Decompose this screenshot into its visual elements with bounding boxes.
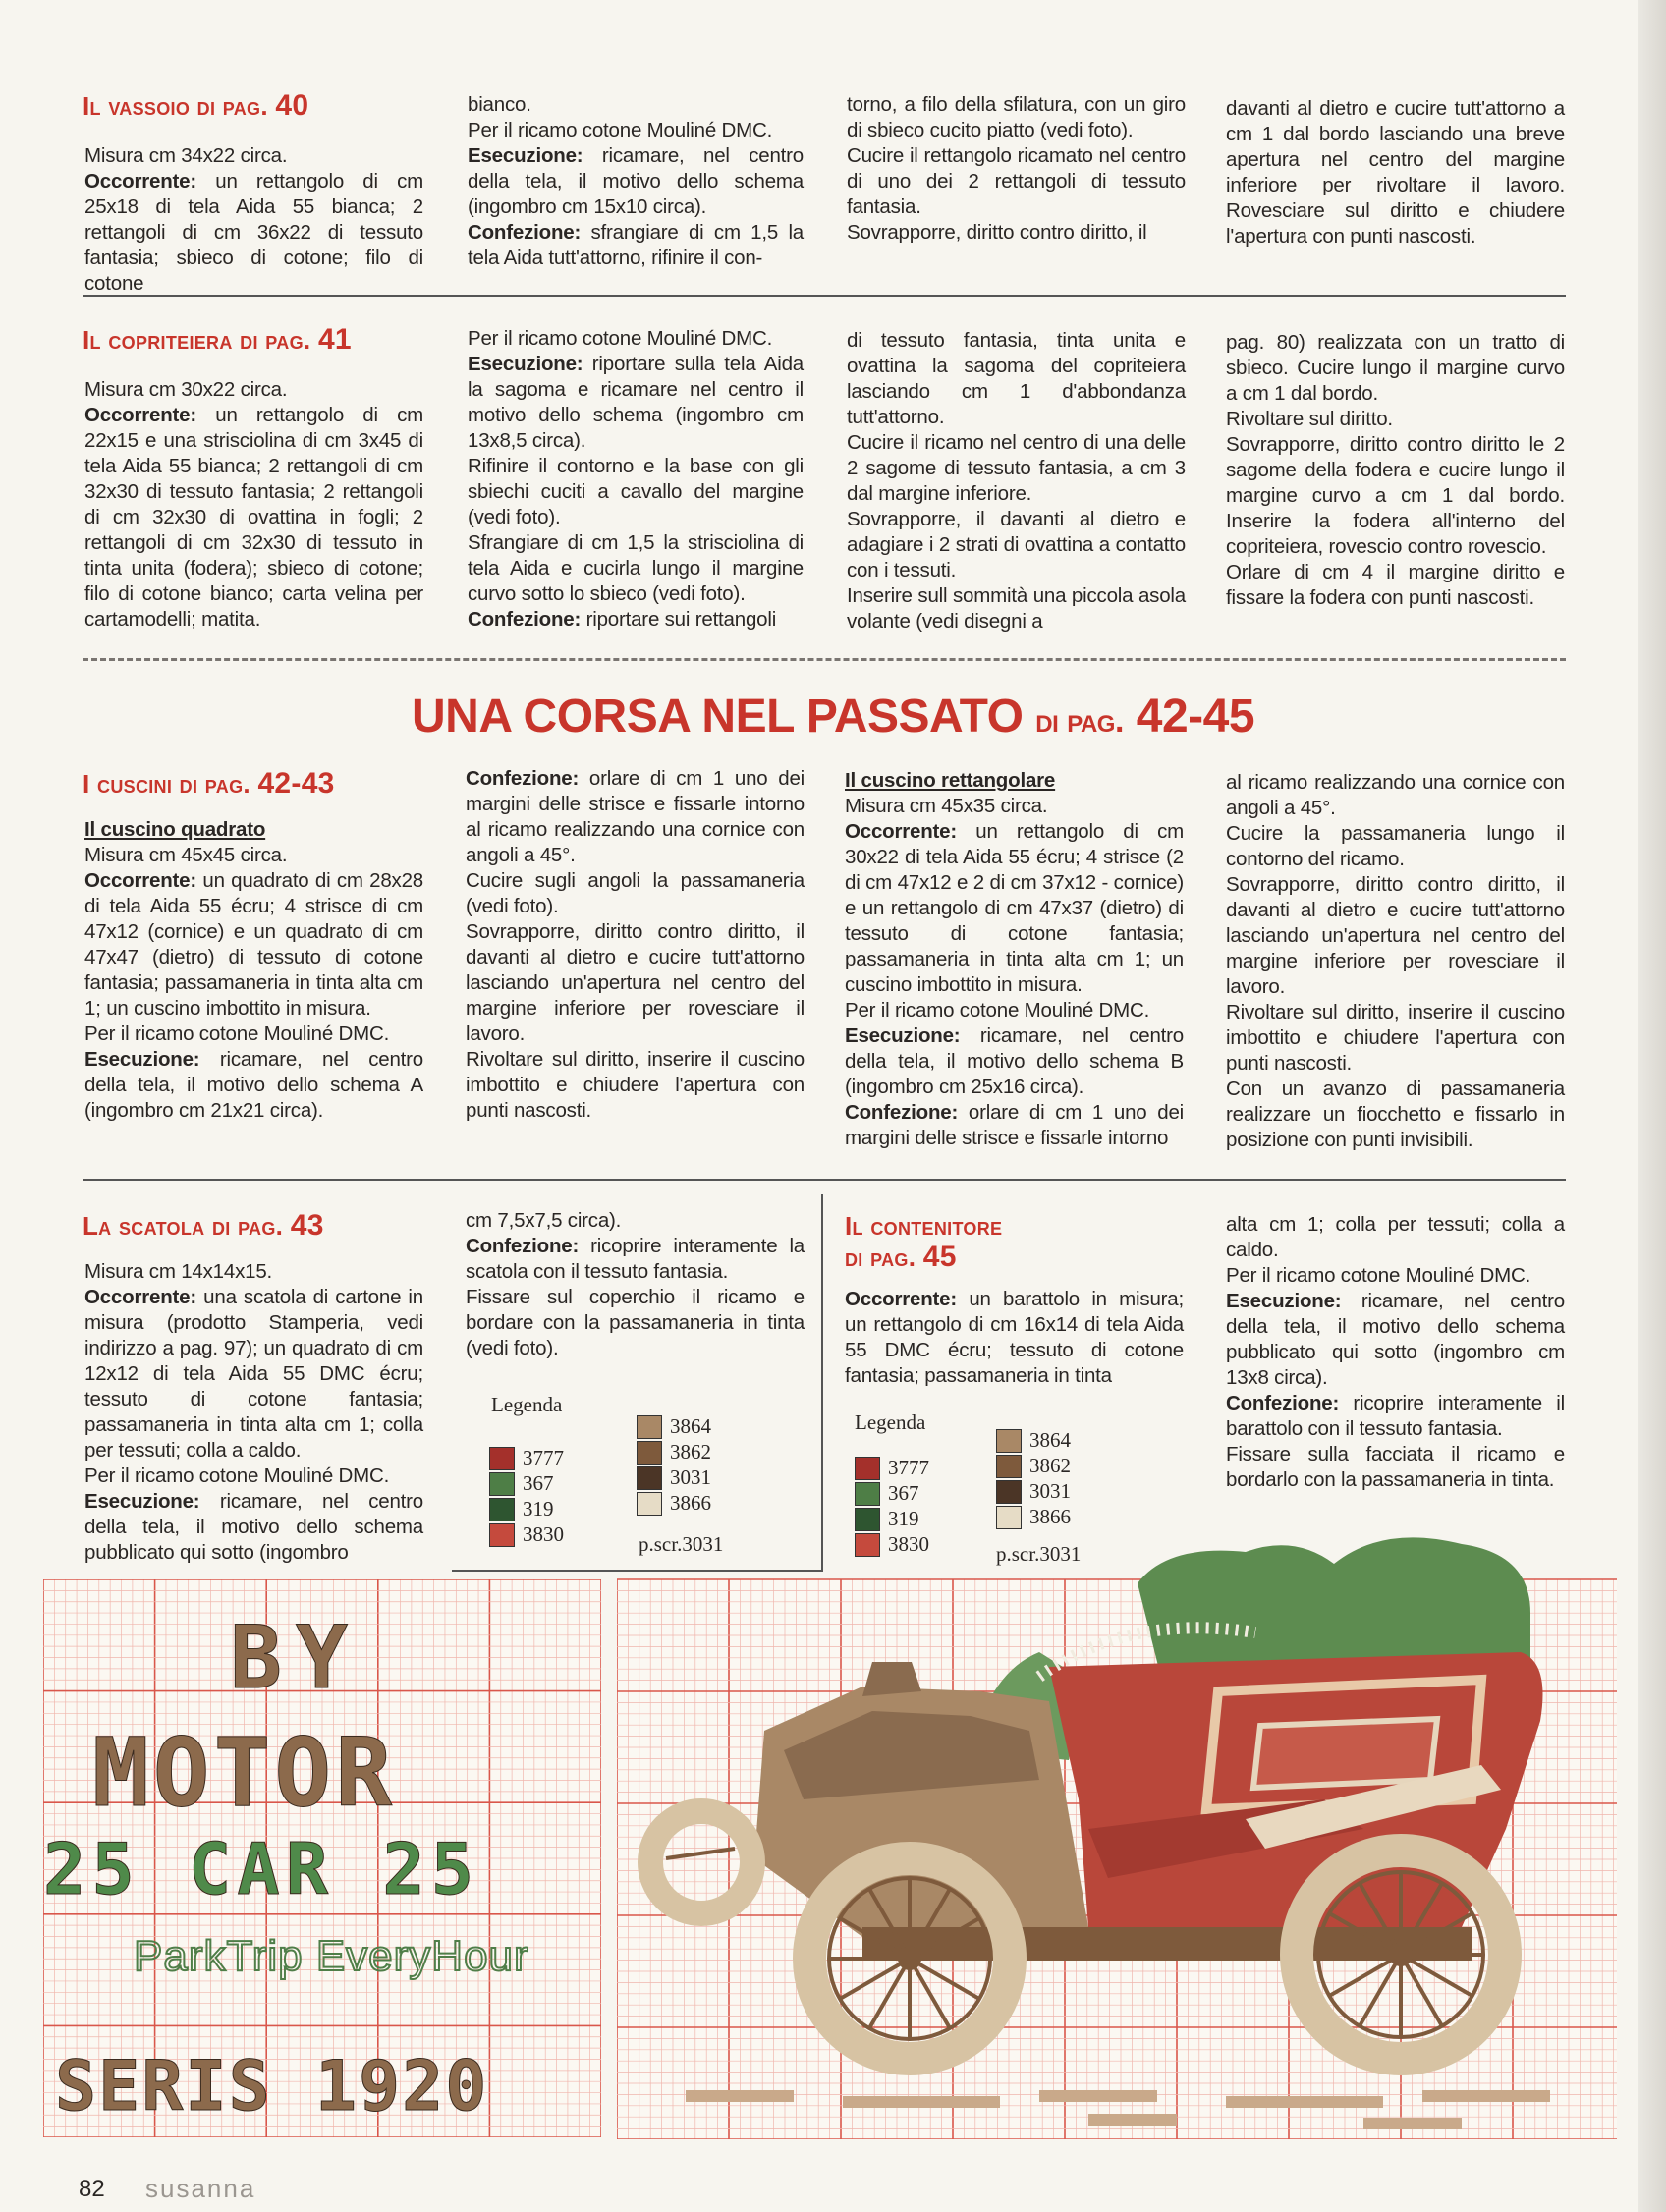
- paragraph: Rivoltare sul diritto, inserire il cuscino imbottito e chiudere l'apertura con punti nascosti.: [466, 1048, 805, 1122]
- bold-label: Occorrente:: [84, 869, 197, 892]
- copriteiera-col-1: [84, 377, 423, 633]
- paragraph: Esecuzione: ricamare, nel centro della tela, il motivo dello schema pubblicato qui sotto (ingombro: [84, 1490, 423, 1564]
- stitched-text: 25 CAR 25: [43, 1828, 480, 1910]
- copriteiera-col-4: [1226, 330, 1565, 611]
- section-title-cuscini: [83, 768, 335, 800]
- paragraph: Cucire il rettangolo ricamato nel centro di uno dei 2 rettangoli di tessuto fantasia.: [847, 144, 1186, 218]
- paragraph: Cucire la passamaneria lungo il contorno del ricamo.: [1226, 822, 1565, 870]
- paragraph: Occorrente: un rettangolo di cm 30x22 di tela Aida 55 écru; 4 strisce (2 di cm 47x12 e 2 di cm 37x12 - cornice) e un rettangolo di cm 47x37 (dietro) di tessuto di cotone fantasia; passamaneria in tinta alta cm 1; un cuscino imbottito in misura.: [845, 820, 1184, 996]
- paragraph: di tessuto fantasia, tinta unita e ovattina la sagoma del copriteiera lasciando cm 1 d'abbondanza tutt'attorno.: [847, 329, 1186, 428]
- paragraph: Per il ricamo cotone Mouliné DMC.: [468, 327, 773, 350]
- legend-code: 3830: [888, 1532, 929, 1556]
- title-number: 40: [275, 89, 309, 122]
- subheading-quadrato: Il cuscino quadrato: [84, 818, 266, 841]
- title-text: La scatola di pag.: [83, 1211, 284, 1241]
- title-text: Il copriteiera di pag.: [83, 325, 311, 355]
- paragraph: Esecuzione: ricamare, nel centro della tela, il motivo dello schema pubblicato qui sotto (ingombro cm 13x8 circa).: [1226, 1290, 1565, 1389]
- paragraph: pag. 80) realizzata con un tratto di sbieco. Cucire lungo il margine curvo a cm 1 dal bordo.: [1226, 331, 1565, 405]
- bold-label: Esecuzione:: [84, 1048, 200, 1071]
- bold-label: Confezione:: [468, 221, 582, 244]
- legend-swatch: [637, 1415, 662, 1439]
- paragraph: Sovrapporre, diritto contro diritto, il: [847, 221, 1147, 244]
- paragraph: Sovrapporre, il davanti al dietro e adagiare i 2 strati di ovattina a contatto con i tessuti.: [847, 508, 1186, 581]
- section-divider: [83, 1179, 1566, 1181]
- paragraph: Misura cm 45x45 circa.: [84, 844, 288, 866]
- scatola-col-2: [466, 1208, 805, 1361]
- legend-row: [489, 1446, 564, 1470]
- paragraph: Esecuzione: ricamare, nel centro della tela, il motivo dello schema A (ingombro cm 21x21 circa).: [84, 1048, 423, 1122]
- dashed-divider: [83, 658, 1566, 661]
- title-text: Il vassoio di pag.: [83, 91, 268, 121]
- section-title-copriteiera: [83, 324, 352, 356]
- stitched-text: BY: [230, 1607, 361, 1708]
- chart-script-text: ParkTrip EveryHour: [134, 1932, 529, 1980]
- contenitore-col-1: [845, 1287, 1184, 1389]
- legend-code: 3862: [670, 1440, 711, 1464]
- vassoio-col-1: [84, 143, 423, 297]
- bold-label: Esecuzione:: [468, 353, 583, 375]
- bold-label: Confezione:: [468, 608, 582, 631]
- cuscini-col-1-body: [84, 843, 423, 1124]
- paragraph: Confezione: sfrangiare di cm 1,5 la tela Aida tutt'attorno, rifinire il con-: [468, 221, 804, 269]
- bold-label: Occorrente:: [84, 404, 197, 426]
- legend-swatch: [996, 1480, 1022, 1504]
- paragraph: Sovrapporre, diritto contro diritto, il davanti al dietro e cucire tutt'attorno lasciando un'apertura nel centro del margine inferiore per rovesciare il lavoro.: [466, 920, 805, 1045]
- legend-code: 367: [888, 1481, 919, 1505]
- magazine-name: susanna: [145, 2174, 256, 2203]
- paragraph: Confezione: orlare di cm 1 uno dei margini delle strisce e fissarle intorno al ricamo realizzando una cornice con angoli a 45°.: [466, 767, 805, 866]
- vassoio-col-3: [847, 92, 1186, 246]
- paragraph: Per il ricamo cotone Mouliné DMC.: [84, 1023, 390, 1045]
- paragraph: bianco.: [468, 93, 531, 116]
- paragraph: Misura cm 30x22 circa.: [84, 378, 288, 401]
- title-number: 45: [922, 1241, 957, 1273]
- paragraph: Per il ricamo cotone Mouliné DMC.: [1226, 1264, 1531, 1287]
- cuscini-col-1: [84, 817, 423, 1124]
- paragraph: Misura cm 34x22 circa.: [84, 144, 288, 167]
- paragraph: Esecuzione: ricamare, nel centro della tela, il motivo dello schema B (ingombro cm 25x16 circa).: [845, 1024, 1184, 1098]
- legend-title: Legenda: [855, 1410, 926, 1434]
- legend-code: 3866: [670, 1491, 711, 1515]
- banner-title: UNA CORSA NEL PASSATO: [411, 691, 1024, 743]
- bold-label: Occorrente:: [84, 1286, 197, 1308]
- paragraph: Per il ricamo cotone Mouliné DMC.: [845, 999, 1150, 1022]
- paragraph: Confezione: ricoprire interamente la scatola con il tessuto fantasia.: [466, 1235, 805, 1283]
- legend-extra-note: p.scr.3031: [996, 1542, 1082, 1566]
- cross-stitch-chart-motor-car-text: [43, 1579, 601, 2137]
- legend-swatch: [489, 1523, 515, 1547]
- section-title-vassoio: [83, 90, 308, 122]
- bold-label: Confezione:: [845, 1101, 959, 1124]
- legend-swatch: [637, 1466, 662, 1490]
- paragraph: Inserire sull sommità una piccola asola volante (vedi disegni a: [847, 584, 1186, 633]
- paragraph: Per il ricamo cotone Mouliné DMC.: [84, 1465, 390, 1487]
- legend-row: [637, 1465, 711, 1490]
- legend-row: [996, 1428, 1071, 1453]
- cross-stitch-chart-vintage-car: [617, 1505, 1617, 2139]
- paragraph: Occorrente: un rettangolo di cm 22x15 e una strisciolina di cm 3x45 di tela Aida 55 bianca; 2 rettangoli di cm 32x30 di tessuto fantasia; 2 rettangoli di cm 32x30 di ovattina in fogli; 2 rettangoli di cm 32x30 di tessuto in tinta unita (fodera); sbieco di cotone; filo di cotone bianco; carta velina per cartamodelli; matita.: [84, 404, 423, 631]
- paragraph: Orlare di cm 4 il margine diritto e fissare la fodera con punti nascosti.: [1226, 561, 1565, 609]
- legend-swatch: [489, 1498, 515, 1521]
- bold-label: Esecuzione:: [84, 1490, 200, 1513]
- bold-label: Occorrente:: [845, 820, 958, 843]
- paragraph: Rivoltare sul diritto.: [1226, 408, 1393, 430]
- section-divider: [83, 295, 1566, 297]
- page-spine-shadow: [1638, 0, 1666, 2212]
- legend-swatch: [855, 1482, 880, 1506]
- legend-row: [996, 1454, 1071, 1478]
- legend-row: [855, 1456, 929, 1480]
- paragraph: davanti al dietro e cucire tutt'attorno a cm 1 dal bordo lasciando una breve apertura nel centro del margine inferiore per rivoltare il lavoro. Rovesciare sul diritto e chiudere l'apertura con punti nascosti.: [1226, 97, 1565, 248]
- paragraph: Misura cm 14x14x15.: [84, 1260, 273, 1283]
- paragraph: Occorrente: un quadrato di cm 28x28 di tela Aida 55 écru; 4 strisce di cm 47x12 (cornice) e un quadrato di cm 47x47 (dietro) di tessuto di cotone fantasia; passamaneria in tinta alta cm 1; un cuscino imbottito in misura.: [84, 869, 423, 1020]
- copriteiera-col-2: [468, 326, 804, 633]
- paragraph: torno, a filo della sfilatura, con un giro di sbieco cucito piatto (vedi foto).: [847, 93, 1186, 141]
- paragraph: Misura cm 45x35 circa.: [845, 795, 1048, 817]
- bold-label: Confezione:: [466, 1235, 580, 1257]
- legend-swatch: [996, 1429, 1022, 1453]
- legend-swatch: [855, 1457, 880, 1480]
- legend-code: 319: [523, 1497, 554, 1521]
- title-text: di pag.: [845, 1243, 916, 1272]
- bold-label: Confezione:: [466, 767, 580, 790]
- legend-row: [637, 1440, 711, 1465]
- legend-code: 319: [888, 1507, 919, 1530]
- legend-extra-note: p.scr.3031: [639, 1532, 724, 1556]
- paragraph: Rivoltare sul diritto, inserire il cuscino imbottito e chiudere l'apertura con punti nascosti.: [1226, 1001, 1565, 1075]
- section-title-scatola: [83, 1210, 324, 1242]
- bold-label: Confezione:: [1226, 1392, 1340, 1414]
- stitched-text: MOTOR: [92, 1718, 396, 1828]
- vassoio-col-4: [1226, 96, 1565, 249]
- legend-row: [855, 1481, 919, 1506]
- subheading-rettangolare: Il cuscino rettangolare: [845, 769, 1056, 792]
- paragraph: Confezione: orlare di cm 1 uno dei margini delle strisce e fissarle intorno: [845, 1101, 1184, 1149]
- radiator-cap: [862, 1662, 921, 1696]
- stitched-text: SERIS 1920: [55, 2046, 489, 2127]
- legend-row: [996, 1479, 1071, 1504]
- section-title-contenitore: [845, 1210, 1002, 1273]
- contenitore-col-2: [1226, 1212, 1565, 1493]
- paragraph: al ricamo realizzando una cornice con angoli a 45°.: [1226, 771, 1565, 819]
- legend-row: [489, 1522, 564, 1547]
- front-wheel: [809, 1858, 1010, 2059]
- paragraph: Occorrente: un rettangolo di cm 25x18 di tela Aida 55 bianca; 2 rettangoli di cm 36x22 di tessuto fantasia; sbieco di cotone; filo di cotone: [84, 170, 423, 295]
- page-number: 82: [79, 2176, 105, 2202]
- cuscini-col-2: [466, 766, 805, 1124]
- paragraph: Cucire il ricamo nel centro di una delle 2 sagome di tessuto fantasia, a cm 3 dal margine inferiore.: [847, 431, 1186, 505]
- cuscini-col-3-body: [845, 794, 1184, 1151]
- title-number: 41: [317, 323, 352, 356]
- bold-label: Esecuzione:: [845, 1024, 961, 1047]
- paragraph: Fissare sul coperchio il ricamo e bordare con la passamaneria in tinta (vedi foto).: [466, 1286, 805, 1359]
- legend-code: 3031: [1029, 1479, 1071, 1503]
- paragraph: Con un avanzo di passamaneria realizzare un fiocchetto e fissarlo in posizione con punti invisibili.: [1226, 1078, 1565, 1151]
- paragraph: Esecuzione: riportare sulla tela Aida la sagoma e ricamare nel centro il motivo dello schema (ingombro cm 13x8,5 circa).: [468, 353, 804, 452]
- banner-page-words: di pag.: [1035, 702, 1124, 740]
- legend-code: 3830: [523, 1522, 564, 1546]
- seat-panel: [1253, 1719, 1437, 1788]
- copriteiera-col-3: [847, 328, 1186, 635]
- title-line-1: Il contenitore: [845, 1211, 1003, 1241]
- scatola-col-1: [84, 1259, 423, 1566]
- paragraph: alta cm 1; colla per tessuti; colla a caldo.: [1226, 1213, 1565, 1261]
- legend-code: 3777: [523, 1446, 564, 1469]
- paragraph: cm 7,5x7,5 circa).: [466, 1209, 622, 1232]
- legend-code: 3864: [1029, 1428, 1071, 1452]
- paragraph: Occorrente: un barattolo in misura; un rettangolo di cm 16x14 di tela Aida 55 DMC écru; tessuto di cotone fantasia; passamaneria in tinta: [845, 1288, 1184, 1387]
- legend-swatch: [489, 1447, 515, 1470]
- legend-title: Legenda: [491, 1393, 563, 1416]
- paragraph: Confezione: ricoprire interamente il barattolo con il tessuto fantasia.: [1226, 1392, 1565, 1440]
- legend-swatch: [489, 1472, 515, 1496]
- cuscini-col-4: [1226, 770, 1565, 1153]
- cuscini-col-3: [845, 768, 1184, 1151]
- legend-swatch: [996, 1455, 1022, 1478]
- paragraph: Fissare sulla facciata il ricamo e bordarlo con la passamaneria in tinta.: [1226, 1443, 1565, 1491]
- legend-code: 3862: [1029, 1454, 1071, 1477]
- paragraph: Occorrente: una scatola di cartone in misura (prodotto Stamperia, vedi indirizzo a pag. 97); un quadrato di cm 12x12 di tela Aida 55 DMC écru; tessuto di cotone fantasia; passamaneria in tinta alta cm 1; colla per tessuti; colla a caldo.: [84, 1286, 423, 1462]
- bold-label: Esecuzione:: [1226, 1290, 1342, 1312]
- paragraph: Esecuzione: ricamare, nel centro della tela, il motivo dello schema (ingombro cm 15x10 circa).: [468, 144, 804, 218]
- section-banner: [0, 688, 1666, 750]
- title-text: I cuscini di pag.: [83, 769, 250, 799]
- legend-code: 3031: [670, 1465, 711, 1489]
- banner-page-number: 42-45: [1136, 691, 1255, 743]
- title-number: 42-43: [257, 767, 335, 800]
- vassoio-col-2: [468, 92, 804, 271]
- legend-swatch: [637, 1441, 662, 1465]
- paragraph: Sovrapporre, diritto contro diritto, il davanti al dietro e cucire tutt'attorno lasciando un'apertura nel centro del margine inferiore per rovesciare il lavoro.: [1226, 873, 1565, 998]
- legend-row: [489, 1497, 554, 1521]
- bold-label: Esecuzione:: [468, 144, 583, 167]
- bold-label: Occorrente:: [84, 170, 197, 193]
- title-number: 43: [290, 1209, 324, 1242]
- paragraph: Rifinire il contorno e la base con gli sbiechi cuciti a cavallo del margine (vedi foto).: [468, 455, 804, 528]
- paragraph: Per il ricamo cotone Mouliné DMC.: [468, 119, 773, 141]
- legend-code: 3864: [670, 1414, 711, 1438]
- bold-label: Occorrente:: [845, 1288, 958, 1310]
- paragraph: Sfrangiare di cm 1,5 la strisciolina di tela Aida e cucirla lungo il margine curvo sotto lo sbieco (vedi foto).: [468, 531, 804, 605]
- legend-row: [489, 1471, 554, 1496]
- legend-code: 3866: [1029, 1505, 1071, 1528]
- paragraph: Sovrapporre, diritto contro diritto le 2 sagome della fodera e cucire lungo il margine curvo a cm 1 dal bordo. Inserire la fodera all'interno del copriteiera, rovescio contro rovescio.: [1226, 433, 1565, 558]
- legend-code: 3777: [888, 1456, 929, 1479]
- paragraph: Cucire sugli angoli la passamaneria (vedi foto).: [466, 869, 805, 917]
- paragraph: Confezione: riportare sui rettangoli: [468, 608, 777, 631]
- legend-code: 367: [523, 1471, 554, 1495]
- back-wheel: [1297, 1851, 1505, 2059]
- legend-row: [637, 1414, 711, 1439]
